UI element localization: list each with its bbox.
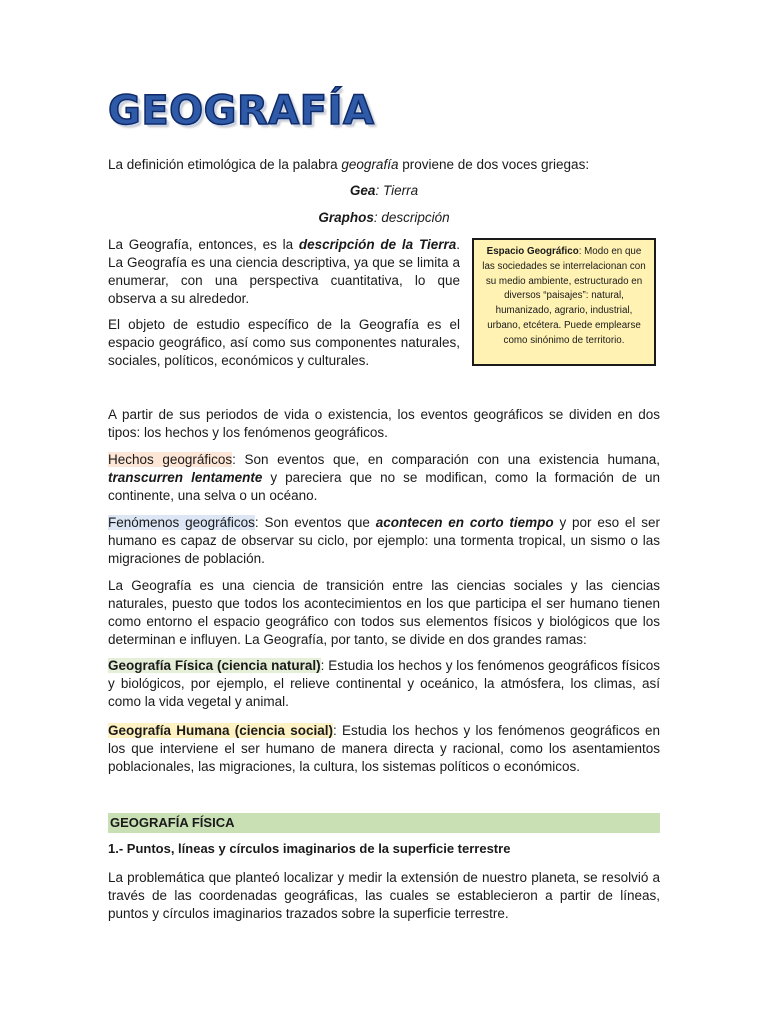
paragraph-descripcion [108, 236, 460, 308]
gea-line [108, 182, 660, 200]
hechos-text: : Son eventos que, en comparación con una existencia humana, [232, 452, 661, 467]
intro-paragraph [108, 156, 660, 174]
paragraph-geografia-humana [108, 722, 660, 776]
paragraph-transicion: La Geografía es una ciencia de transición entre las ciencias sociales y las ciencias naturales, puesto que todos los acontecimientos en los que participa el ser humano tienen como entorno el espacio geográfico con todos sus elementos físicos y biológicos que los determinan e influyen. La Geografía, por tanto, se divide en dos grandes ramas: [108, 578, 660, 647]
section-bar-label: GEOGRAFÍA FÍSICA [110, 815, 235, 830]
graphos-line [108, 209, 660, 227]
gea-term: Gea [349, 183, 376, 198]
fenomenos-text: : Son eventos que [254, 515, 376, 530]
humana-term: Geografía Humana (ciencia social) [108, 723, 334, 738]
humana-text: : Estudia los hechos y los fenómenos geográficos en los que interviene el ser humano de manera directa y racional, como los asentamientos poblacionales, las migraciones, la cultura, los sistemas políticos o económicos. [108, 723, 661, 774]
subheading: 1.- Puntos, líneas y círculos imaginarios de la superficie terrestre [108, 841, 511, 856]
intro-emphasis: geografía [341, 157, 399, 172]
graphos-term: Graphos [318, 210, 374, 225]
fisica-term: Geografía Física (ciencia natural) [108, 658, 321, 673]
hechos-term: Hechos geográficos [108, 452, 233, 467]
hechos-emphasis: transcurren lentamente [108, 470, 263, 485]
paragraph-geografia-fisica [108, 657, 660, 711]
para1-text-end: . La Geografía es una ciencia descriptiva, ya que se limita a enumerar, con una perspectiva cuantitativa, lo que observa a su alrededor. [108, 237, 460, 306]
sidebox-term: Espacio Geográfico [486, 246, 579, 257]
intro-text: La definición etimológica de la palabra [108, 157, 342, 172]
fenomenos-emphasis: acontecen en corto tiempo [375, 515, 554, 530]
para1-emphasis: descripción de la Tierra [298, 237, 457, 252]
sidebox-text: : Modo en que las sociedades se interrelacionan con su medio ambiente, estructurado en diversos “paisajes”: natural, humanizado, agrario, industrial, urbano, etcétera. Puede emplearse como sinónimo de territorio. [482, 246, 646, 346]
paragraph-fenomenos [108, 514, 660, 568]
fenomenos-term: Fenómenos geográficos [108, 515, 255, 530]
paragraph-hechos [108, 451, 660, 505]
paragraph-objeto: El objeto de estudio específico de la Geografía es el espacio geográfico, así como sus componentes naturales, sociales, políticos, económicos y culturales. [108, 317, 460, 368]
document-title: GEOGRAFÍA [108, 88, 375, 134]
para1-text: La Geografía, entonces, es la [108, 237, 299, 252]
paragraph-coordenadas: La problemática que planteó localizar y medir la extensión de nuestro planeta, se resolvió a través de las coordenadas geográficas, las cuales se establecieron a partir de líneas, puntos y círculos imaginarios trazados sobre la superficie terrestre. [108, 870, 660, 921]
fisica-text: : Estudia los hechos y los fenómenos geográficos físicos y biológicos, por ejemplo, el relieve continental y oceánico, la atmósfera, los climas, así como la vida vegetal y animal. [108, 658, 660, 709]
paragraph-eventos: A partir de sus periodos de vida o existencia, los eventos geográficos se dividen en dos tipos: los hechos y los fenómenos geográficos. [108, 407, 660, 440]
intro-text-end: proviene de dos voces griegas: [398, 157, 590, 172]
graphos-definition: : descripción [373, 210, 450, 225]
sidebox-espacio-geografico [472, 238, 656, 366]
fenomenos-text-end: y por eso el ser humano es capaz de observar su ciclo, por ejemplo: una tormenta tropical, un sismo o las migraciones de población. [108, 515, 660, 566]
hechos-text-end: y pareciera que no se modifican, como la formación de un continente, una selva o un océano. [108, 470, 660, 503]
gea-definition: : Tierra [375, 183, 419, 198]
section-bar [108, 813, 660, 833]
